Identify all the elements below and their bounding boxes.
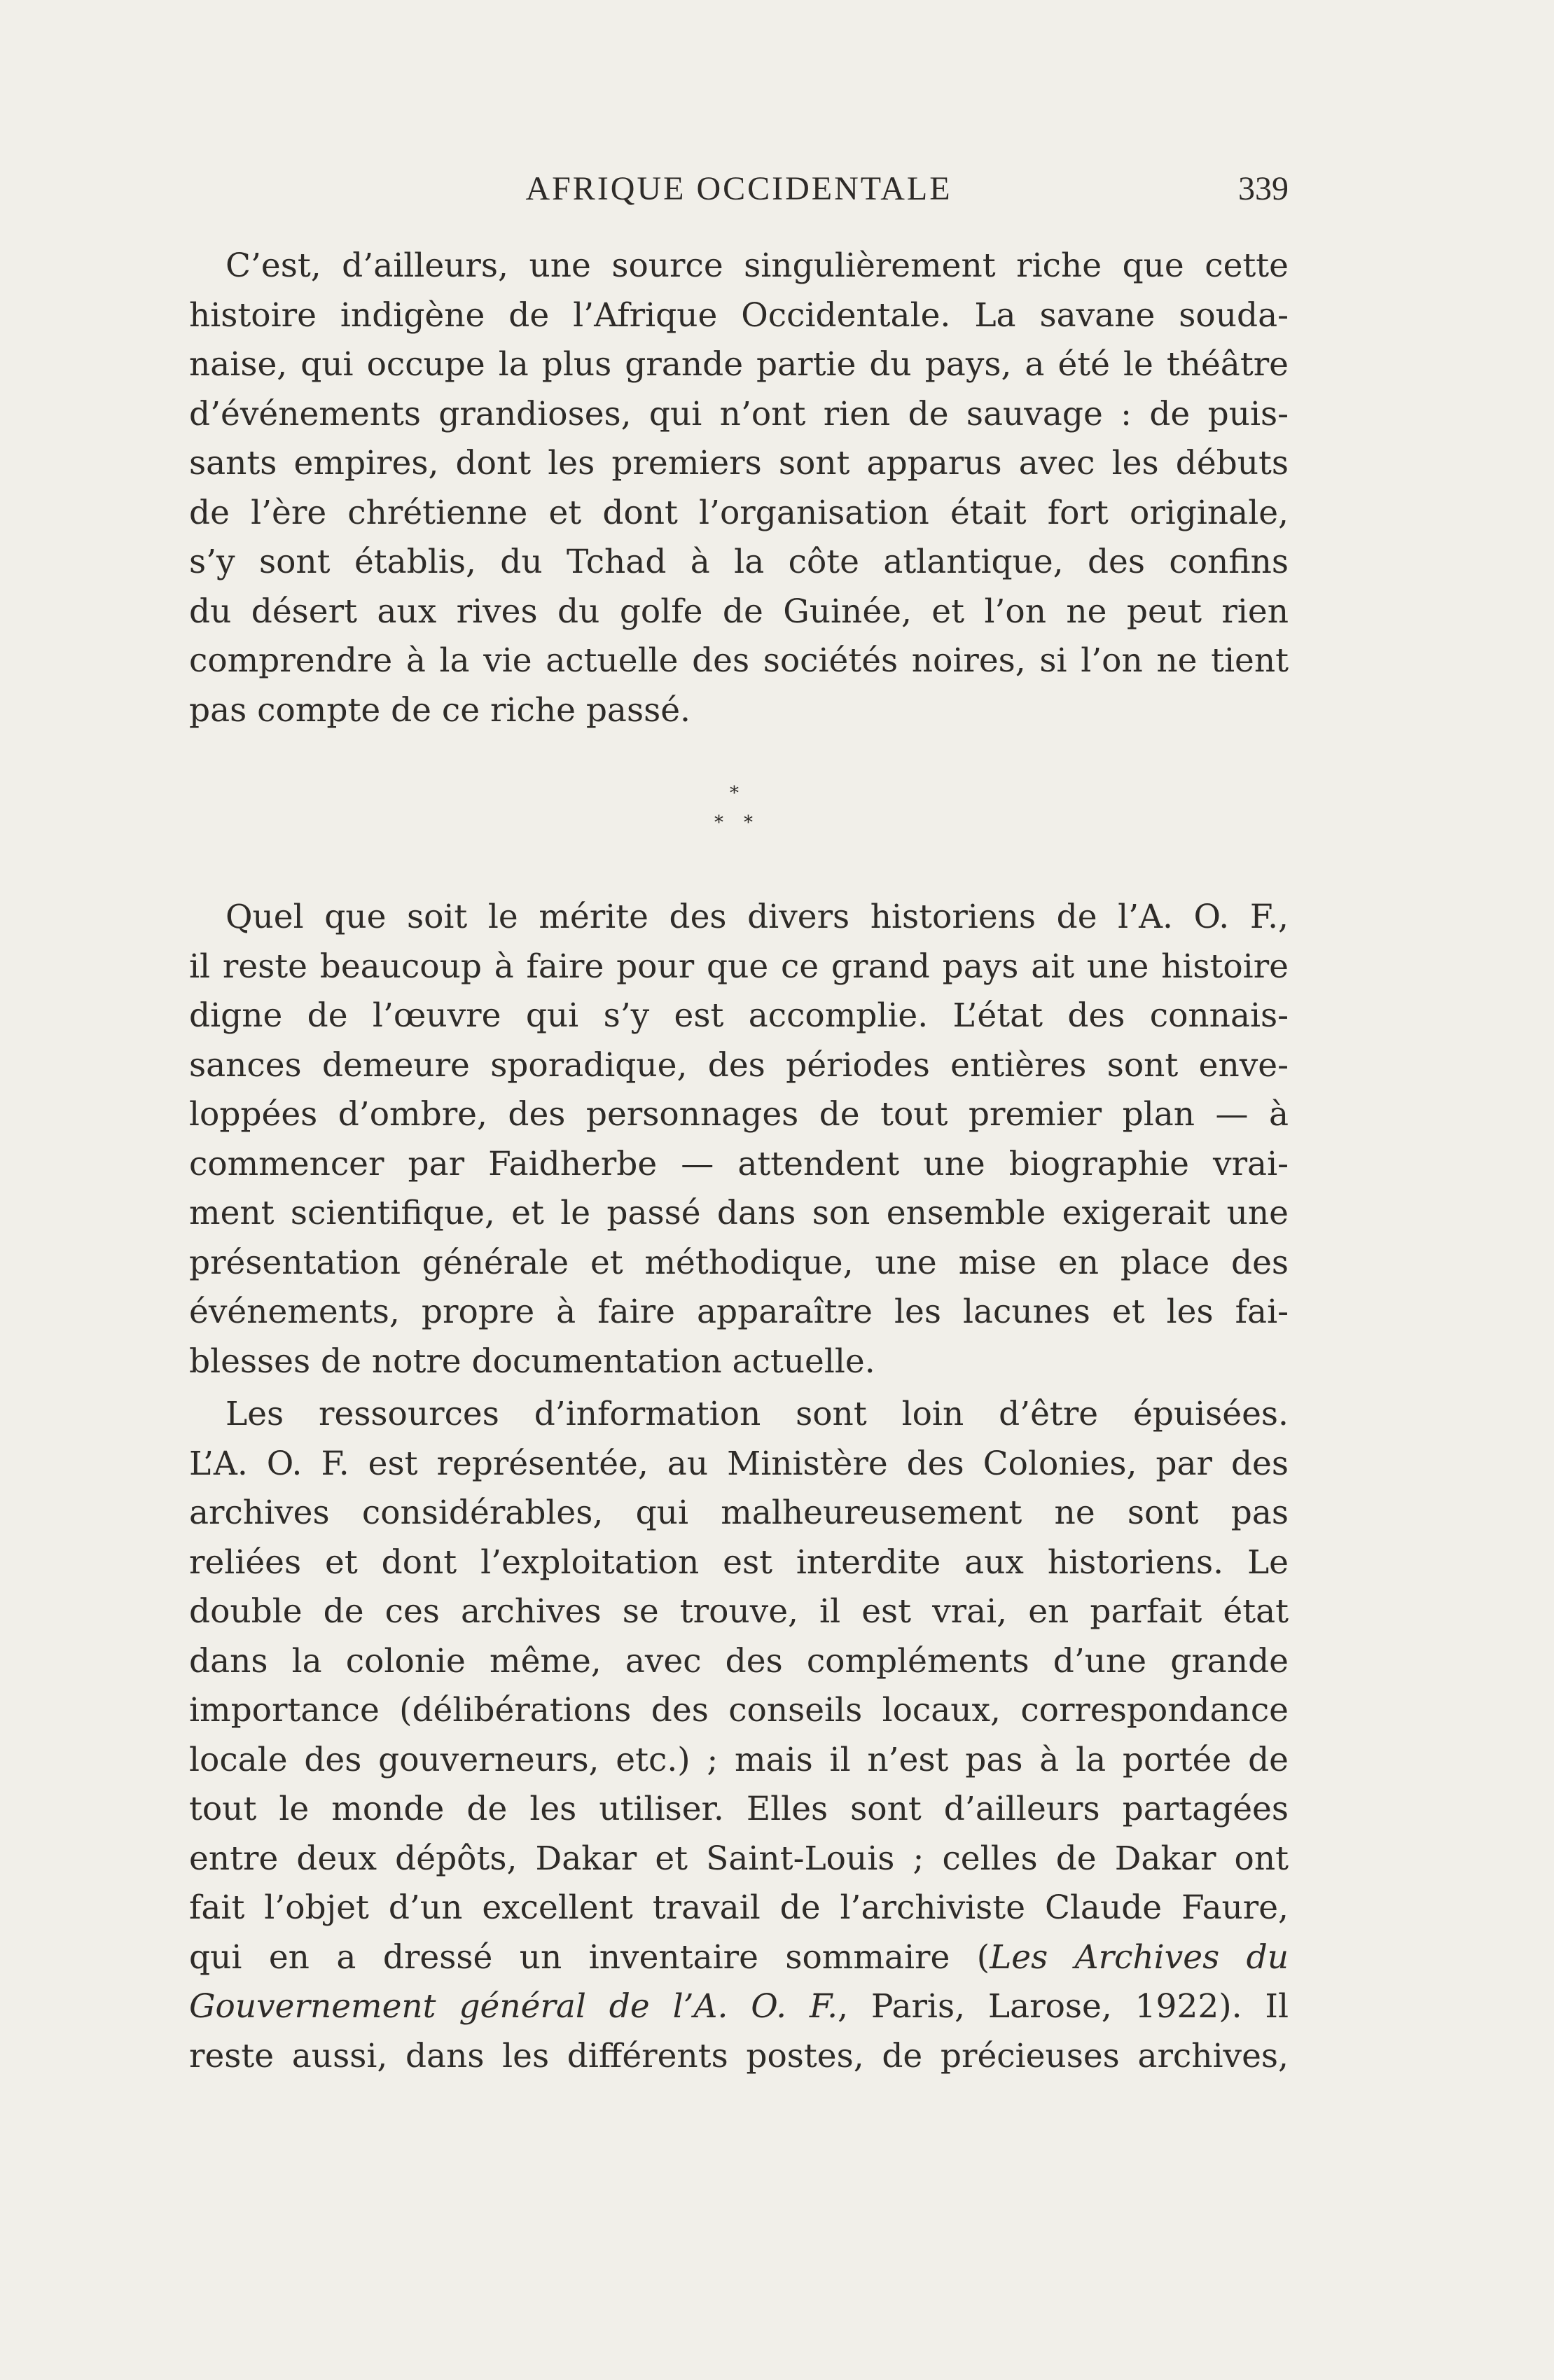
text-line: comprendre à la vie actuelle des sociétés noires, si l’on ne tient xyxy=(189,641,1289,680)
page-number: 339 xyxy=(1238,170,1289,207)
text-line xyxy=(189,1982,1289,2032)
text-line: dans la colonie même, avec des compléments d’une grande xyxy=(189,1641,1289,1680)
text-line: tout le monde de les utiliser. Elles sont d’ailleurs partagées xyxy=(189,1790,1289,1828)
running-title: AFRIQUE OCCIDENTALE xyxy=(525,170,952,207)
text-line: importance (délibérations des conseils locaux, correspondance xyxy=(189,1691,1289,1730)
text-line: fait l’objet d’un excellent travail de l’archiviste Claude Faure, xyxy=(189,1888,1289,1927)
paragraph-2 xyxy=(189,893,1289,1386)
running-head xyxy=(189,168,1289,217)
book-title-italic: Gouvernement général de l’A. O. F. xyxy=(189,1987,838,2026)
text-line: loppées d’ombre, des personnages de tout premier plan — à xyxy=(189,1095,1289,1134)
section-separator xyxy=(693,784,777,840)
text-run: , Paris, Larose, 1922). Il xyxy=(838,1987,1289,2026)
text-line: archives considérables, qui malheureusement ne sont pas xyxy=(189,1494,1289,1532)
text-line xyxy=(189,1933,1289,1983)
text-line: pas compte de ce riche passé. xyxy=(189,690,691,730)
text-line: Quel que soit le mérite des divers historiens de l’A. O. F., xyxy=(226,898,1289,936)
text-line: histoire indigène de l’Afrique Occidentale. La savane souda- xyxy=(189,295,1289,335)
text-line: s’y sont établis, du Tchad à la côte atlantique, des confins xyxy=(189,543,1289,581)
text-line: blesses de notre documentation actuelle. xyxy=(189,1342,875,1381)
book-title-italic: Les Archives du xyxy=(990,1937,1289,1977)
text-line: ment scientifique, et le passé dans son ensemble exigerait une xyxy=(189,1194,1289,1232)
text-line: locale des gouverneurs, etc.) ; mais il n’est pas à la portée de xyxy=(189,1740,1289,1779)
text-line: naise, qui occupe la plus grande partie du pays, a été le théâtre xyxy=(189,345,1289,384)
text-line: sants empires, dont les premiers sont apparus avec les débuts xyxy=(189,444,1289,482)
text-line: digne de l’œuvre qui s’y est accomplie. L’état des connais- xyxy=(189,996,1289,1035)
text-line: C’est, d’ailleurs, une source singulièrement riche que cette xyxy=(226,246,1289,285)
paragraph-3 xyxy=(189,1390,1289,2081)
text-line: entre deux dépôts, Dakar et Saint-Louis ; celles de Dakar ont xyxy=(189,1839,1289,1878)
text-line: L’A. O. F. est représentée, au Ministère des Colonies, par des xyxy=(189,1444,1289,1483)
text-line: reste aussi, dans les différents postes, de précieuses archives, xyxy=(189,2036,1289,2075)
asterisk-icon: * xyxy=(744,812,753,833)
text-line: double de ces archives se trouve, il est vrai, en parfait état xyxy=(189,1592,1289,1631)
text-line: événements, propre à faire apparaître les lacunes et les fai- xyxy=(189,1293,1289,1331)
text-line: présentation générale et méthodique, une mise en place des xyxy=(189,1243,1289,1282)
text-line: il reste beaucoup à faire pour que ce grand pays ait une histoire xyxy=(189,947,1289,986)
text-line: reliées et dont l’exploitation est interdite aux historiens. Le xyxy=(189,1543,1289,1582)
text-line: commencer par Faidherbe — attendent une biographie vrai- xyxy=(189,1144,1289,1183)
text-line: du désert aux rives du golfe de Guinée, et l’on ne peut rien xyxy=(189,592,1289,631)
text-line: sances demeure sporadique, des périodes entières sont enve- xyxy=(189,1045,1289,1085)
text-run: qui en a dressé un inventaire sommaire ( xyxy=(189,1937,990,1977)
paragraph-1 xyxy=(189,242,1289,735)
text-line: d’événements grandioses, qui n’ont rien de sauvage : de puis- xyxy=(189,394,1289,433)
text-line: Les ressources d’information sont loin d’être épuisées. xyxy=(226,1395,1289,1433)
text-line: de l’ère chrétienne et dont l’organisation était fort originale, xyxy=(189,493,1289,532)
asterisk-icon: * xyxy=(730,783,739,804)
asterisk-icon: * xyxy=(714,812,723,833)
